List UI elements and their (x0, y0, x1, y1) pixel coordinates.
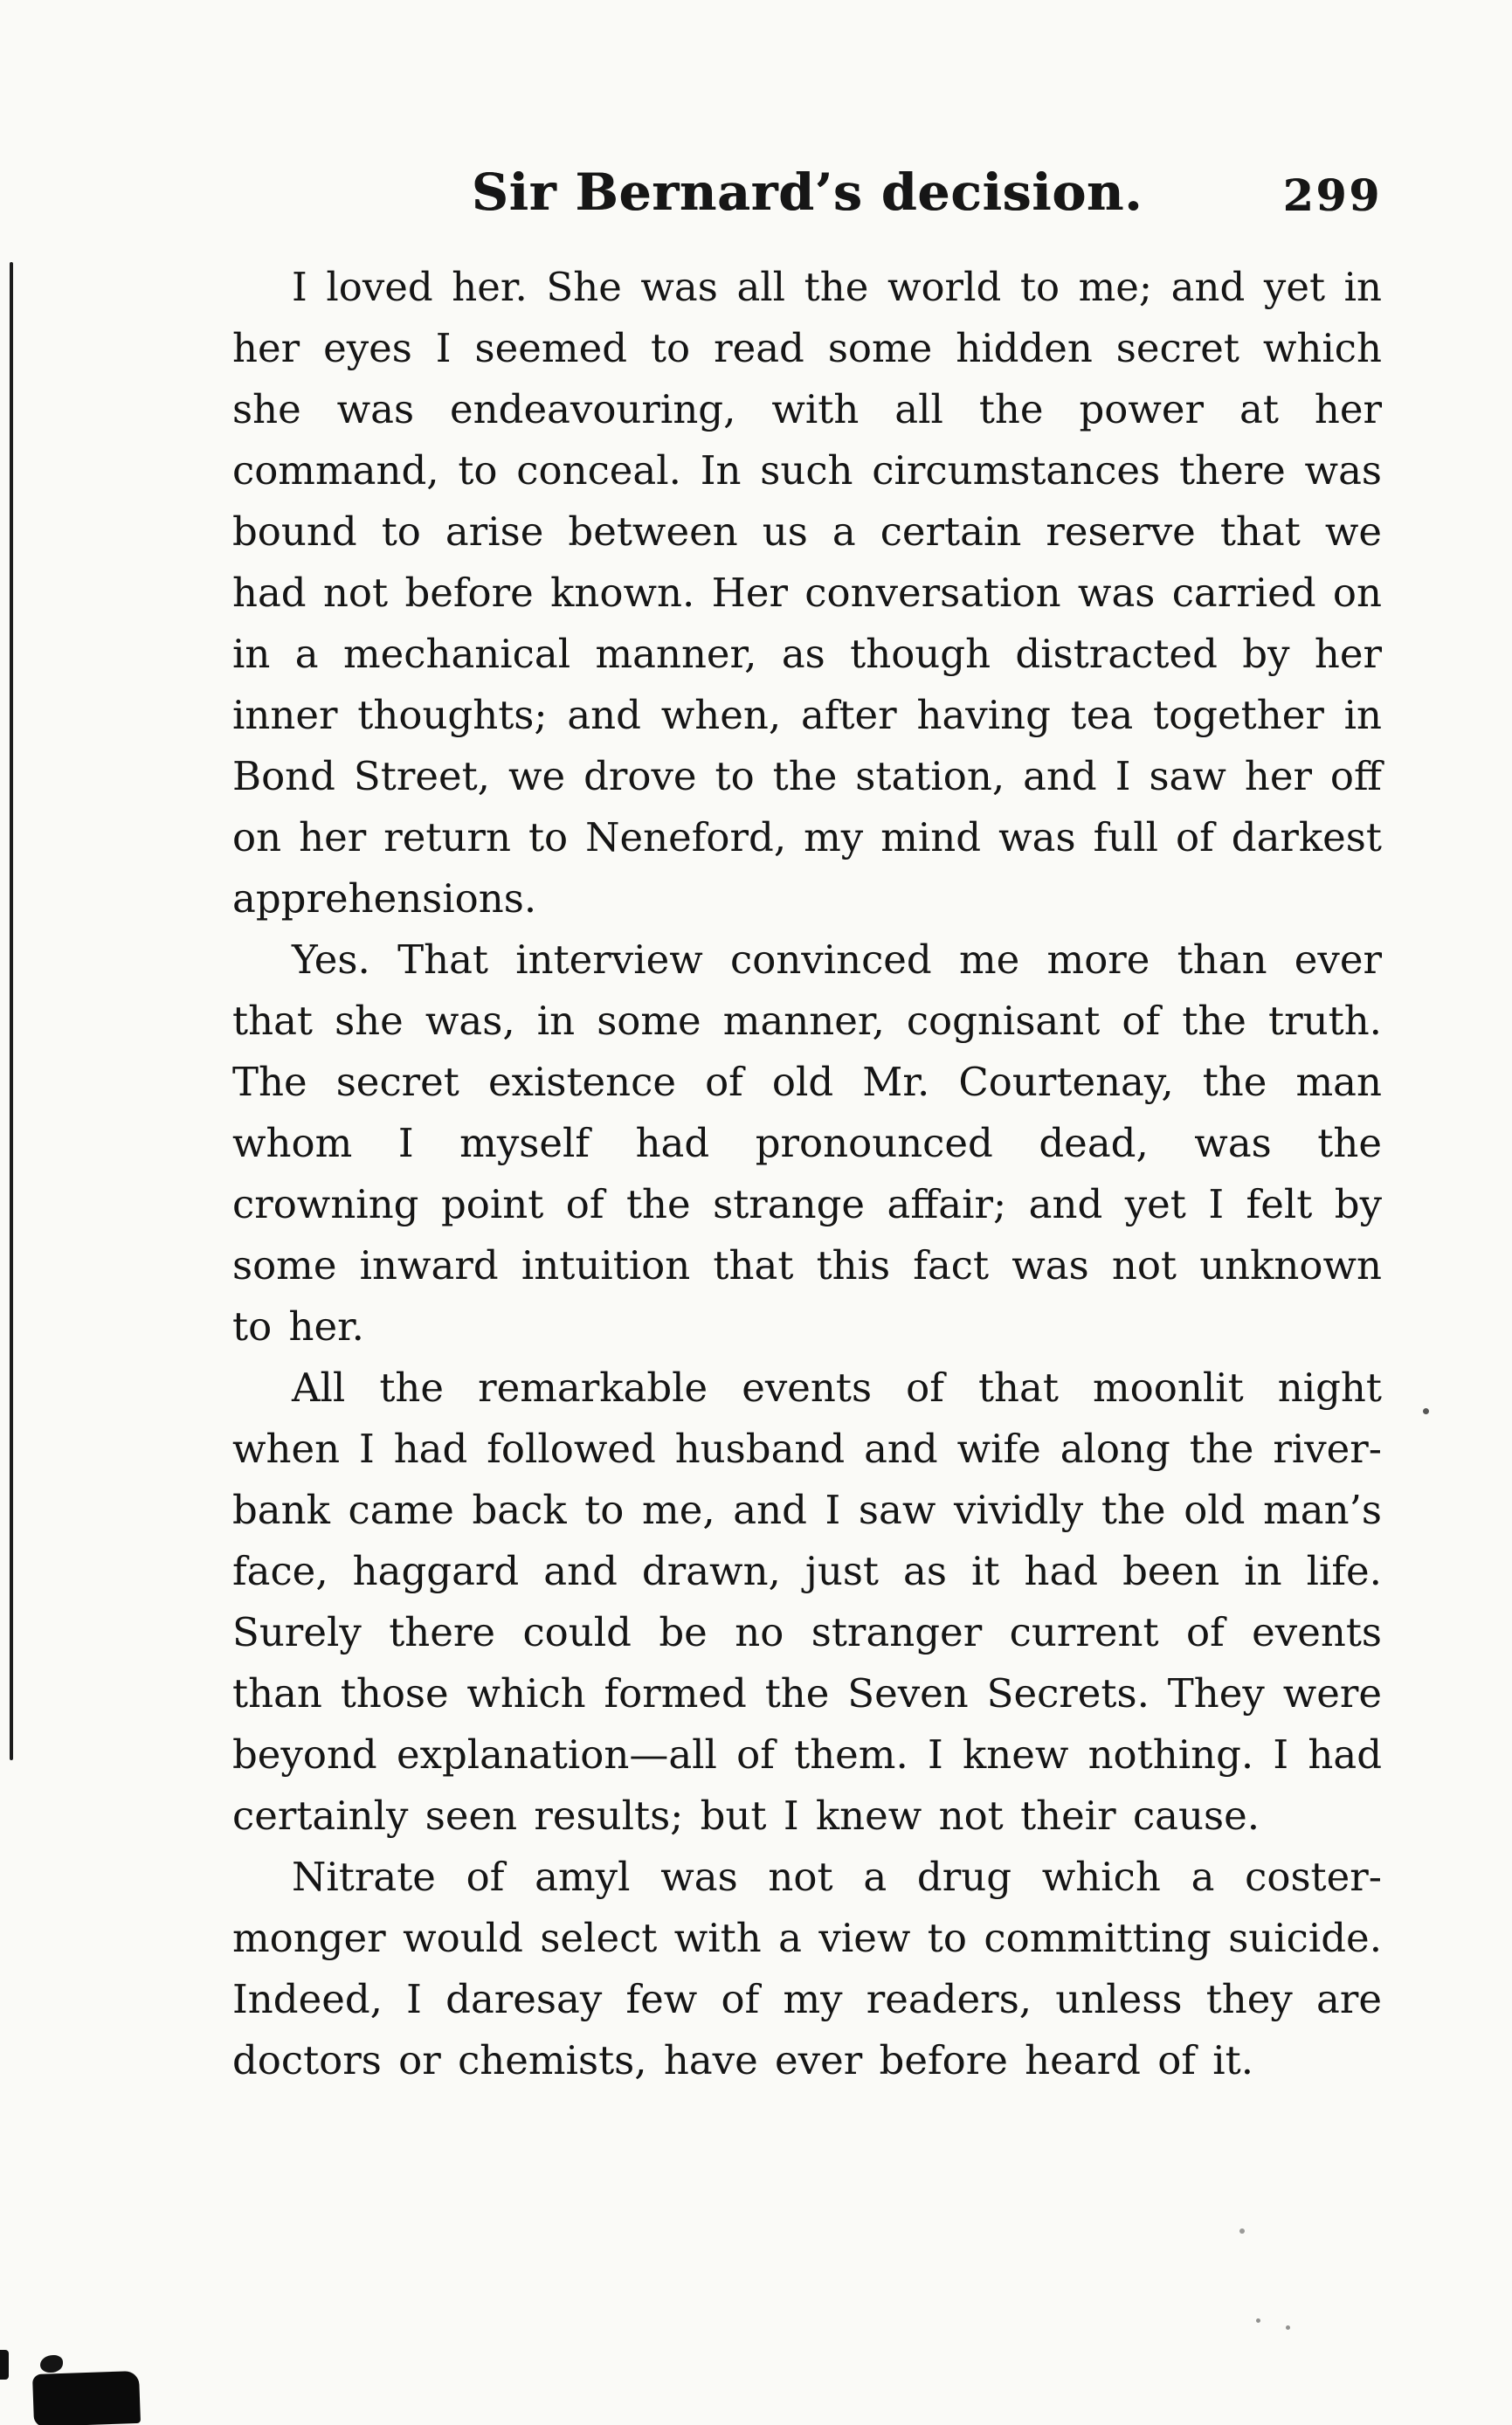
page-body (232, 257, 1382, 2091)
page-header-title: Sir Bernard’s decision. (471, 162, 1143, 222)
paragraph-3: All the remarkable events of that moonlit night when I had followed husband and wife along the river-bank came back to me, and I saw vividly the old man’s face, haggard and drawn, just as it had been in life. Surely there could be no stranger current of events than those which formed the Seven Secrets. They were beyond explanation—all of them. I knew nothing. I had certainly seen results; but I knew not their cause. (232, 1364, 1382, 1839)
scan-speck (1286, 2325, 1290, 2330)
scan-speck (1423, 1408, 1429, 1414)
scan-speck (1239, 2228, 1245, 2234)
paragraph-1: I loved her. She was all the world to me; and yet in her eyes I seemed to read some hidden secret which she was endeavouring, with all the power at her command, to conceal. In such circumstances there was bound to arise between us a certain reserve that we had not before known. Her conversation was carried on in a mechanical manner, as though distracted by her inner thoughts; and when, after having tea together in Bond Street, we drove to the station, and I saw her off on her return to Neneford, my mind was full of darkest apprehensions. (232, 264, 1382, 922)
scan-artifact-edge-mark (0, 2350, 9, 2380)
scan-artifact-left-edge-line (10, 262, 13, 1760)
scan-artifact-ink-blob (32, 2371, 141, 2425)
paragraph-2: Yes. That interview convinced me more than ever that she was, in some manner, cognisant of the truth. The secret existence of old Mr. Courtenay, the man whom I myself had pronounced dead, was the crowning point of the strange affair; and yet I felt by some inward intuition that this fact was not unknown to her. (232, 936, 1382, 1350)
running-header (232, 162, 1382, 236)
paragraph-4: Nitrate of amyl was not a drug which a coster-monger would select with a view to committing suicide. Indeed, I daresay few of my readers, unless they are doctors or chemists, have ever before heard of it. (232, 1854, 1382, 2083)
page-number: 299 (1282, 169, 1382, 221)
scan-speck (1256, 2318, 1260, 2323)
scan-artifact-ink-speck (40, 2355, 63, 2373)
